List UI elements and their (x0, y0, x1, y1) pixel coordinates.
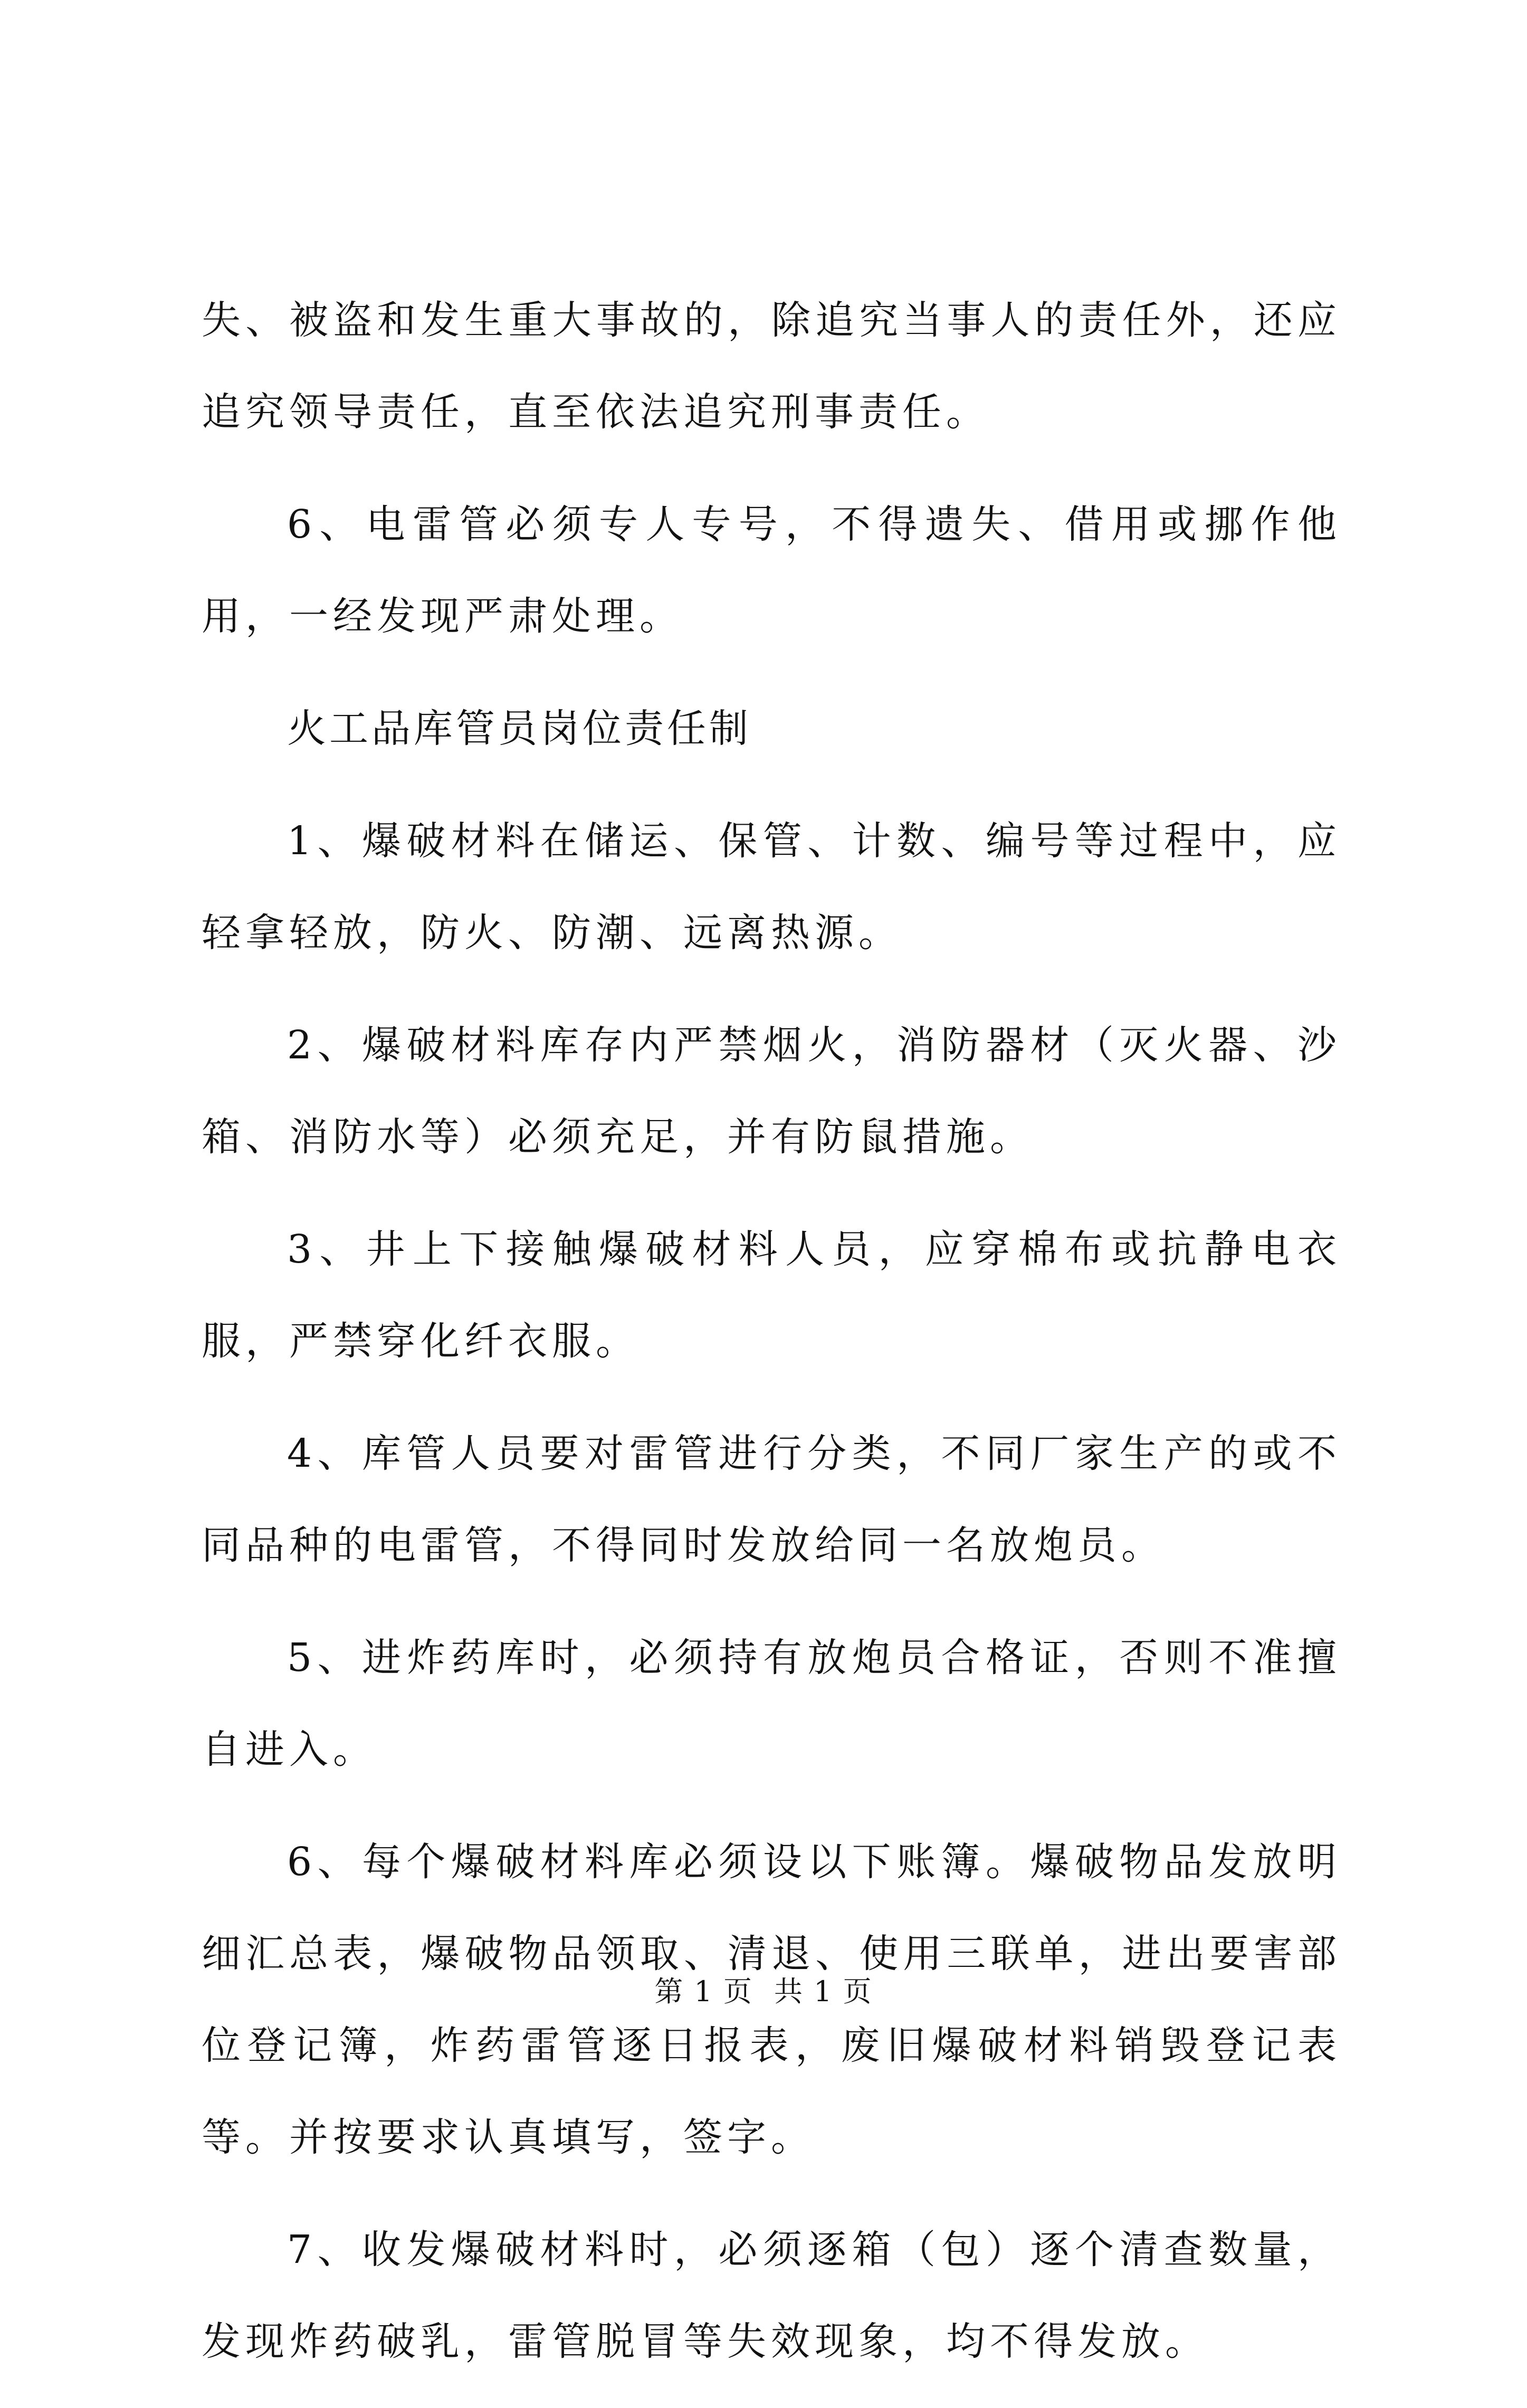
paragraph-item-5: 5、进炸药库时，必须持有放炮员合格证，否则不准擅自进入。 (202, 1635, 1341, 1772)
paragraph-item-4: 4、库管人员要对雷管进行分类，不同厂家生产的或不同品种的电雷管，不得同时发放给同一名放炮员。 (202, 1431, 1341, 1568)
paragraph-continuation: 失、被盗和发生重大事故的，除追究当事人的责任外，还应追究领导责任，直至依法追究刑事责任。 (202, 298, 1341, 435)
paragraph-item-6: 6、每个爆破材料库必须设以下账簿。爆破物品发放明细汇总表，爆破物品领取、清退、使用三联单，进出要害部位登记簿，炸药雷管逐日报表，废旧爆破材料销毁登记表等。并按要求认真填写，签字。 (202, 1839, 1341, 2160)
page-number-total: 共 1 页 (774, 1975, 873, 2008)
section-heading: 火工品库管员岗位责任制 (287, 706, 751, 751)
paragraph-item-6-detonator: 6、电雷管必须专人专号，不得遗失、借用或挪作他用，一经发现严肃处理。 (202, 502, 1341, 639)
paragraph-item-3: 3、井上下接触爆破材料人员，应穿棉布或抗静电衣服，严禁穿化纤衣服。 (202, 1227, 1341, 1364)
paragraph-item-7: 7、收发爆破材料时，必须逐箱（包）逐个清查数量，发现炸药破乳，雷管脱冒等失效现象，均不得发放。 (202, 2227, 1341, 2364)
page-footer (0, 1973, 1527, 2010)
page-number-current: 第 1 页 (654, 1975, 753, 2008)
paragraph-item-2: 2、爆破材料库存内严禁烟火，消防器材（灭火器、沙箱、消防水等）必须充足，并有防鼠措施。 (202, 1023, 1341, 1160)
paragraph-item-1: 1、爆破材料在储运、保管、计数、编号等过程中，应轻拿轻放，防火、防潮、远离热源。 (202, 818, 1341, 955)
document-body (202, 274, 1341, 2408)
